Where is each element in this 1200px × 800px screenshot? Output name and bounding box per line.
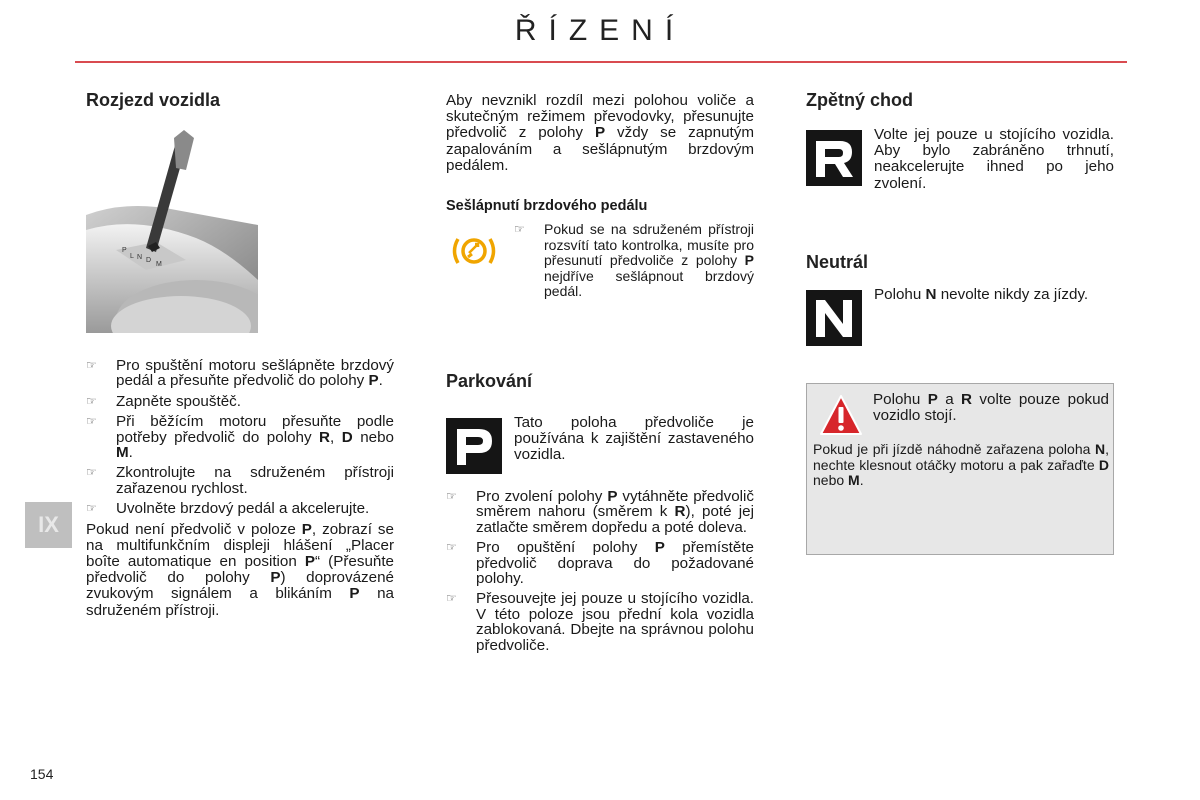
text-run: Pokud se na sdruženém přístroji rozsvítí tato kontrolka, musíte pro přesunutí předvoliče z polohy <box>544 221 754 268</box>
neutral-section <box>806 252 1114 273</box>
bullet-bold: R <box>319 428 331 446</box>
pointing-finger-icon: ☞ <box>446 489 457 503</box>
svg-text:P: P <box>122 247 127 254</box>
title-rule <box>75 61 1127 63</box>
warning-text-primary <box>873 392 1109 424</box>
text-run: ), poté jej zatlačte směrem dopředu a poté doleva. <box>476 503 754 536</box>
text-bold: P <box>270 569 281 587</box>
text-run: vytáhněte předvolič směrem nahoru (směrem k <box>476 488 754 521</box>
text-run: ) doprovázené zvukovým signálem a blikáním <box>86 569 394 603</box>
text-bold: P <box>304 553 316 571</box>
list-item <box>446 540 754 586</box>
pointing-finger-icon: ☞ <box>86 465 97 480</box>
chapter-tab[interactable]: IX <box>25 502 72 548</box>
pointing-finger-icon: ☞ <box>446 540 457 555</box>
text-bold: N <box>1094 441 1106 457</box>
text-run: nebo <box>813 472 849 488</box>
park-bullets <box>446 489 754 658</box>
text-run: a <box>937 391 962 408</box>
neutral-description <box>874 287 1114 303</box>
display-message-paragraph <box>86 522 394 619</box>
text-run: , nechte klesnout otáčky motoru a pak zařaďte <box>813 441 1109 473</box>
start-bullets-block <box>86 358 394 619</box>
reverse-text: Volte jej pouze u stojícího vozidla. Aby bylo zabráněno trhnutí, neakcelerujte ihned po jeho zvolení. <box>874 126 1114 192</box>
bullet-text: Pro spuštění motoru sešlápněte brzdový pedál a přesuňte předvolič do polohy <box>116 357 394 390</box>
section-heading-neutral: Neutrál <box>806 252 869 272</box>
section-heading-reverse: Zpětný chod <box>806 90 913 110</box>
park-text: Tato poloha předvoliče je používána k zajištění zastaveného vozidla. <box>514 414 754 464</box>
pointing-finger-icon: ☞ <box>86 393 97 408</box>
section-heading-start: Rozjezd vozidla <box>86 90 221 110</box>
list-item <box>514 222 754 300</box>
park-description <box>514 415 754 464</box>
pointing-finger-icon: ☞ <box>86 501 97 516</box>
warning-text-secondary <box>813 442 1109 489</box>
svg-text:M: M <box>156 261 162 268</box>
text-run: na sdruženém přístroji. <box>86 585 394 619</box>
neutral-letter-box <box>806 290 862 346</box>
text-run: nevolte nikdy za jízdy. <box>936 286 1089 303</box>
list-item <box>86 501 394 516</box>
text-bold: M <box>848 472 860 488</box>
bullet-mid: nebo <box>352 428 394 446</box>
text-bold: P <box>654 539 665 557</box>
text-run: Polohu <box>873 391 928 408</box>
intro-paragraph <box>446 93 754 174</box>
text-run: . <box>859 472 864 488</box>
bullet-text: Uvolněte brzdový pedál a akcelerujte. <box>116 500 370 518</box>
gear-selector-image <box>86 130 258 333</box>
left-column <box>86 90 394 111</box>
text-bold: R <box>961 391 973 408</box>
reverse-letter-box <box>806 130 862 186</box>
svg-text:D: D <box>146 257 152 264</box>
text-run: , zobrazí se na multifunkčním displeji hlášení „Placer boîte automatique en position <box>86 520 394 571</box>
brake-bullet <box>514 222 754 300</box>
reverse-description <box>874 127 1114 192</box>
text-bold: P <box>594 124 606 142</box>
pointing-finger-icon: ☞ <box>86 358 97 372</box>
text-run: Polohu <box>874 286 926 303</box>
text-run: “ (Přesuňte předvolič do polohy <box>86 553 394 587</box>
text-run: Pro zvolení polohy <box>476 488 608 505</box>
text-run: Pro opuštění polohy <box>476 539 655 557</box>
list-item <box>86 394 394 409</box>
subsection-heading-brake: Sešlápnutí brzdového pedálu <box>446 198 648 214</box>
text-run: Pokud není předvolič v poloze <box>86 520 302 538</box>
text-run: Přesouvejte jej pouze u stojícího vozidla. V této poloze jsou přední kola vozidla zablokovaná. Dbejte na správnou polohu předvoliče. <box>476 590 754 654</box>
text-bold: N <box>925 286 937 303</box>
text-bold: P <box>744 252 754 268</box>
warning-box <box>806 383 1114 555</box>
text-bold: R <box>674 503 686 521</box>
pointing-finger-icon: ☞ <box>446 591 457 606</box>
bullet-bold: D <box>341 428 353 446</box>
right-column <box>806 90 1114 111</box>
page-title: ŘÍZENÍ <box>514 14 686 47</box>
bullet-bold: P <box>368 372 379 390</box>
list-item <box>86 465 394 496</box>
bullet-text: Zapněte spouštěč. <box>116 392 241 410</box>
text-bold: D <box>1098 456 1109 473</box>
section-heading-park: Parkování <box>446 371 533 391</box>
list-item <box>86 414 394 460</box>
park-section <box>446 371 754 392</box>
text-bold: P <box>301 520 312 538</box>
text-run: Aby nevznikl rozdíl mezi polohou voliče a skutečným režimem převodovky, přesunujte předvolič z polohy <box>446 92 754 142</box>
middle-column <box>446 90 754 174</box>
letter-n-icon <box>806 290 862 346</box>
text-bold: P <box>349 585 360 603</box>
text-run: vždy se zapnutým zapalováním a sešlápnutým brzdovým pedálem. <box>446 124 754 174</box>
list-item <box>86 358 394 389</box>
list-item <box>446 489 754 535</box>
bullet-mid: , <box>330 428 342 446</box>
bullet-tail: . <box>128 444 133 462</box>
brake-subsection <box>446 198 754 214</box>
bullet-text: Při běžícím motoru přesuňte podle potřeby předvolič do polohy <box>116 413 394 446</box>
brake-warning-icon <box>448 232 500 270</box>
text-run: Pokud je při jízdě náhodně zařazena poloha <box>813 441 1095 457</box>
text-run: volte pouze pokud vozidlo stojí. <box>873 391 1110 425</box>
list-item <box>446 591 754 653</box>
text-bold: P <box>927 391 938 408</box>
svg-text:L: L <box>130 253 134 260</box>
text-bold: P <box>607 488 618 505</box>
warning-triangle-icon <box>819 394 863 438</box>
bullet-tail: . <box>378 372 383 390</box>
bullet-text: Zkontrolujte na sdruženém přístroji zařazenou rychlost. <box>116 464 394 497</box>
letter-r-icon <box>806 130 862 186</box>
park-letter-box <box>446 418 502 474</box>
bullet-bold: M <box>116 444 129 462</box>
page-number: 154 <box>30 766 54 782</box>
svg-text:N: N <box>137 254 143 261</box>
text-run: přemístěte předvolič doprava do požadované polohy. <box>476 539 754 588</box>
pointing-finger-icon: ☞ <box>86 414 97 429</box>
letter-p-icon <box>446 418 502 474</box>
text-run: nejdříve sešlápnout brzdový pedál. <box>544 267 754 299</box>
pointing-finger-icon: ☞ <box>514 222 525 236</box>
